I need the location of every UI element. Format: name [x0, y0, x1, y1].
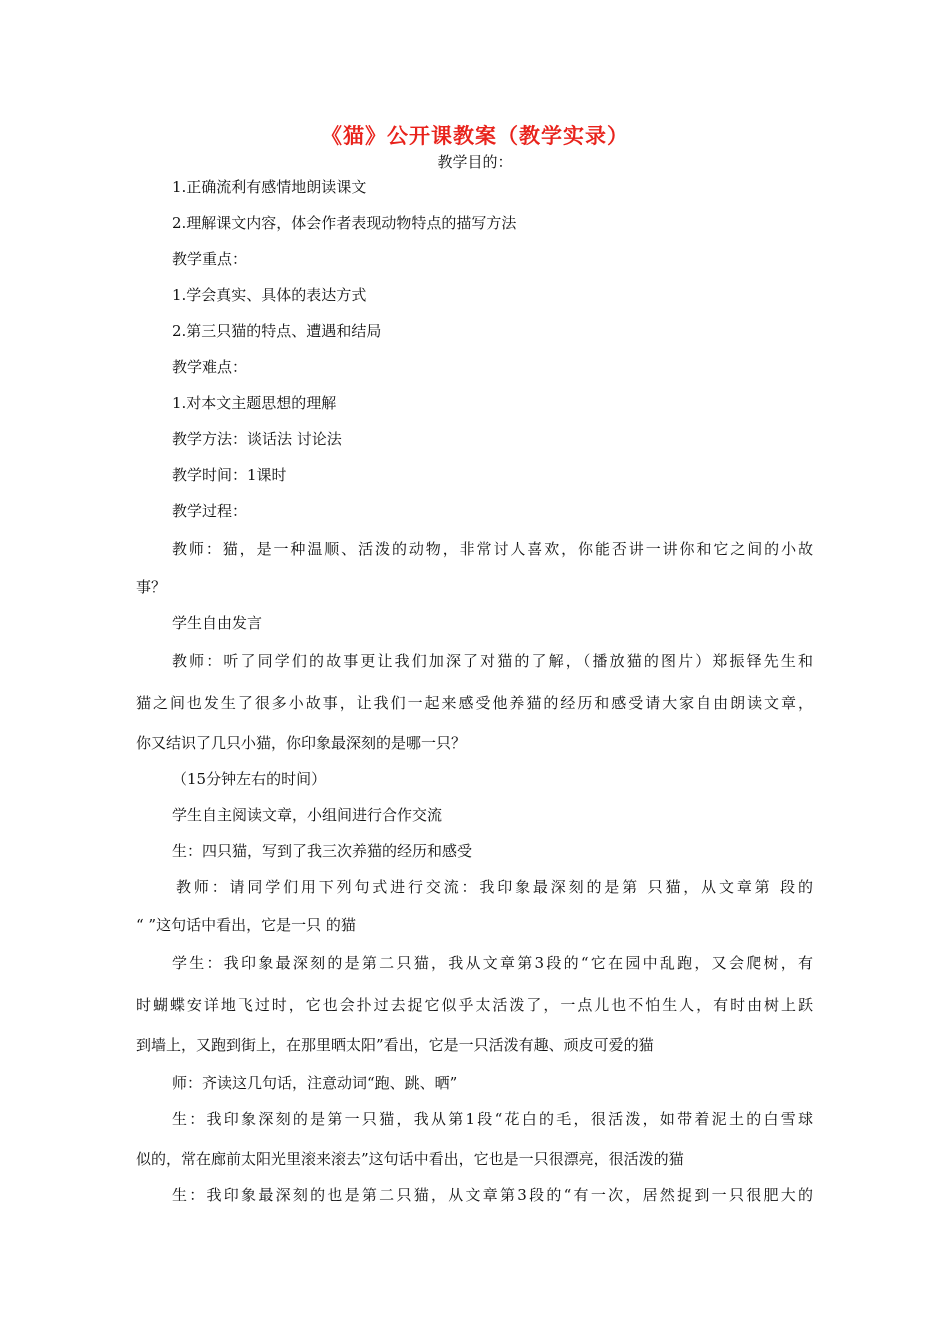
paragraph-line: 猫之间也发生了很多小故事，让我们一起来感受他养猫的经历和感受请大家自由朗读文章，: [136, 694, 813, 712]
paragraph-line: 到墙上，又跑到街上，在那里晒太阳”看出，它是一只活泼有趣、顽皮可爱的猫: [136, 1036, 654, 1054]
key-point-item-2: 2.第三只猫的特点、遭遇和结局: [172, 322, 382, 340]
section-heading-process: 教学过程：: [172, 502, 248, 520]
section-heading-difficulties: 教学难点：: [172, 358, 248, 376]
paragraph-line: 生：我印象最深刻的也是第二只猫，从文章第3段的“有一次，居然捉到一只很肥大的: [172, 1186, 813, 1204]
key-point-item-1: 1.学会真实、具体的表达方式: [172, 286, 367, 304]
objective-item-1: 1.正确流利有感情地朗读课文: [172, 178, 367, 196]
paragraph-line: 似的，常在廊前太阳光里滚来滚去”这句话中看出，它也是一只很漂亮，很活泼的猫: [136, 1150, 684, 1168]
paragraph-line: 时蝴蝶安详地飞过时，它也会扑过去捉它似乎太活泼了，一点儿也不怕生人，有时由树上跃: [136, 996, 813, 1014]
paragraph-line: （15分钟左右的时间）: [172, 770, 327, 788]
objective-item-2: 2.理解课文内容，体会作者表现动物特点的描写方法: [172, 214, 517, 232]
paragraph-line: 生：四只猫，写到了我三次养猫的经历和感受: [172, 842, 473, 860]
paragraph-line: “ ”这句话中看出，它是一只 的猫: [136, 916, 356, 934]
paragraph-line: 教师：请同学们用下列句式进行交流：我印象最深刻的是第 只猫，从文章第 段的: [176, 878, 813, 896]
paragraph-line: 师：齐读这几句话，注意动词“跑、跳、晒”: [172, 1074, 458, 1092]
paragraph-line: 学生：我印象最深刻的是第二只猫，我从文章第3段的“它在园中乱跑，又会爬树，有: [172, 954, 813, 972]
difficulty-item-1: 1.对本文主题思想的理解: [172, 394, 337, 412]
section-heading-objectives: 教学目的：: [437, 153, 513, 171]
section-heading-key-points: 教学重点：: [172, 250, 248, 268]
document-title: 《猫》公开课教案（教学实录）: [321, 123, 629, 148]
paragraph-line: 教师：猫，是一种温顺、活泼的动物，非常讨人喜欢，你能否讲一讲你和它之间的小故: [172, 540, 813, 558]
paragraph-line: 生：我印象深刻的是第一只猫，我从第1段“花白的毛，很活泼，如带着泥土的白雪球: [172, 1110, 813, 1128]
paragraph-line: 你又结识了几只小猫，你印象最深刻的是哪一只？: [136, 734, 467, 752]
teaching-method: 教学方法：谈话法 讨论法: [172, 430, 342, 448]
paragraph-line: 学生自由发言: [172, 614, 263, 632]
paragraph-line: 事？: [136, 578, 167, 596]
paragraph-line: 学生自主阅读文章，小组间进行合作交流: [172, 806, 443, 824]
teaching-time: 教学时间：1课时: [172, 466, 287, 484]
paragraph-line: 教师：听了同学们的故事更让我们加深了对猫的了解，（播放猫的图片）郑振铎先生和: [172, 652, 813, 670]
